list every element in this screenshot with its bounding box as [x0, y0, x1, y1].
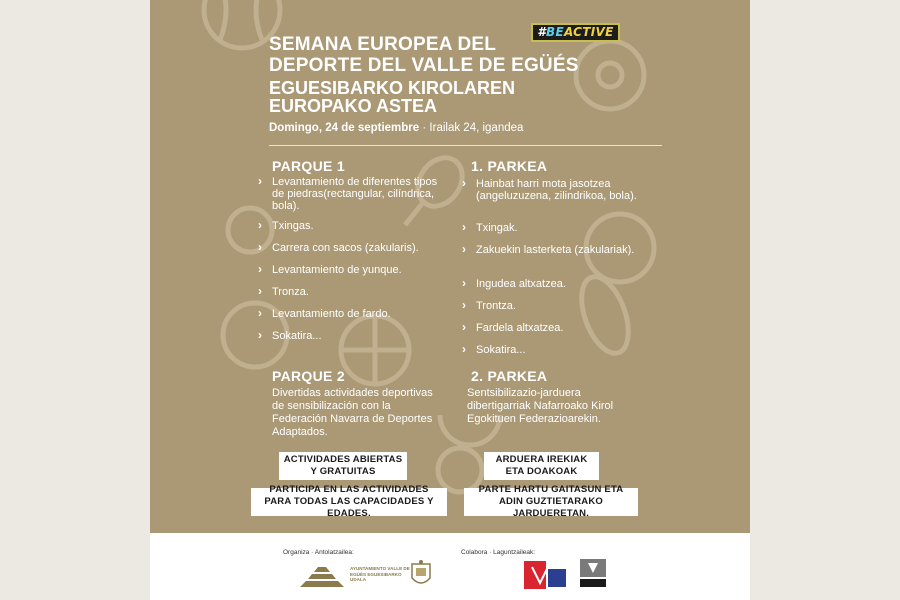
date-separator: · [419, 122, 430, 134]
list-item [462, 222, 637, 234]
list-item-text: Sokatira... [272, 330, 322, 342]
list-item-text: Txingak. [476, 222, 518, 234]
badge-be: BE [546, 25, 564, 39]
federation-logo-icon [522, 559, 570, 591]
list-item [462, 322, 637, 334]
list-item-text: Ingudea altxatzea. [476, 278, 566, 290]
participate-box: PARTICIPA EN LAS ACTIVIDADES PARA TODAS LAS CAPACIDADES Y EDADES. [251, 488, 447, 516]
coat-of-arms-icon [410, 560, 432, 590]
date-spanish: Domingo, 24 de septiembre [269, 122, 420, 134]
event-date [269, 122, 523, 134]
list-item-text: Levantamiento de diferentes tipos de piedras(rectangular, cilíndrica, bola). [272, 176, 438, 212]
divider [269, 145, 662, 146]
chevron-right-icon: › [462, 276, 466, 290]
open-activities-box-eu: ARDUERA IREKIAK ETA DOAKOAK [484, 452, 599, 480]
list-item-text: Zakuekin lasterketa (zakulariak). [476, 244, 635, 256]
sport-club-crest-icon [578, 555, 608, 593]
list-item [258, 242, 438, 254]
list-item-text: Levantamiento de yunque. [272, 264, 402, 276]
list-item [258, 264, 438, 276]
chevron-right-icon: › [462, 342, 466, 356]
ayuntamiento-text: AYUNTAMIENTO VALLE DE EGÜÉS EGUESIBARKO UDALA [350, 566, 410, 582]
chevron-right-icon: › [258, 262, 262, 276]
right-park2-description: Sentsibilizazio-jarduera dibertigarriak Nafarroako Kirol Egokituen Federazioarekin. [467, 387, 614, 425]
list-item [462, 344, 637, 356]
chevron-right-icon: › [258, 306, 262, 320]
list-item-text: Tronza. [272, 286, 309, 298]
list-item [258, 220, 438, 232]
chevron-right-icon: › [462, 298, 466, 312]
title-line-1: SEMANA EUROPEA DEL [269, 34, 497, 55]
target-icon [576, 41, 644, 109]
badge-active: ACTIVE [563, 25, 614, 39]
list-item-text: Fardela altxatzea. [476, 322, 564, 334]
chevron-right-icon: › [462, 220, 466, 234]
subtitle-line-2: EUROPAKO ASTEA [269, 96, 438, 116]
right-park2-title: 2. PARKEA [471, 368, 548, 384]
list-item-text: Txingas. [272, 220, 314, 232]
chevron-right-icon: › [258, 328, 262, 342]
chevron-right-icon: › [258, 284, 262, 298]
open-activities-box: ACTIVIDADES ABIERTAS Y GRATUITAS [279, 452, 407, 480]
chevron-right-icon: › [462, 320, 466, 334]
colabora-label: Colabora · Laguntzaileak: [461, 549, 536, 556]
list-item-text: Levantamiento de fardo. [272, 308, 391, 320]
participate-box-eu: PARTE HARTU GAITASUN ETA ADIN GUZTIETARAKO JARDUERETAN. [464, 488, 638, 516]
list-item [258, 176, 438, 212]
footer [150, 533, 750, 600]
chevron-right-icon: › [258, 240, 262, 254]
chevron-right-icon: › [462, 176, 466, 190]
chevron-right-icon: › [258, 174, 262, 188]
ayuntamiento-logo-icon [298, 561, 346, 589]
list-item [462, 244, 637, 256]
title-line-2: DEPORTE DEL VALLE DE EGÜÉS [269, 55, 579, 76]
list-item [462, 278, 637, 290]
list-item-text: Carrera con sacos (zakularis). [272, 242, 419, 254]
list-item [258, 330, 438, 342]
left-park2-description: Divertidas actividades deportivas de sensibilización con la Federación Navarra de Deportes Adaptados. [272, 387, 433, 438]
subtitle-line-1: EGUESIBARKO KIROLAREN [269, 78, 516, 98]
chevron-right-icon: › [462, 242, 466, 256]
list-item [462, 178, 637, 202]
list-item-text: Trontza. [476, 300, 516, 312]
list-item-text: Hainbat harri mota jasotzea (angeluzuzena, zilindrikoa, bola). [476, 178, 637, 202]
right-park1-title: 1. PARKEA [471, 158, 548, 174]
list-item [258, 308, 438, 320]
list-item [462, 300, 637, 312]
left-park2-title: PARQUE 2 [272, 368, 345, 384]
left-park1-title: PARQUE 1 [272, 158, 345, 174]
list-item-text: Sokatira... [476, 344, 526, 356]
chevron-right-icon: › [258, 218, 262, 232]
beactive-badge [531, 23, 620, 42]
list-item [258, 286, 438, 298]
poster [150, 0, 750, 600]
date-basque: Irailak 24, igandea [429, 122, 524, 134]
organiza-label: Organiza · Antolatzailea: [283, 549, 354, 556]
badge-hash: # [537, 25, 547, 39]
